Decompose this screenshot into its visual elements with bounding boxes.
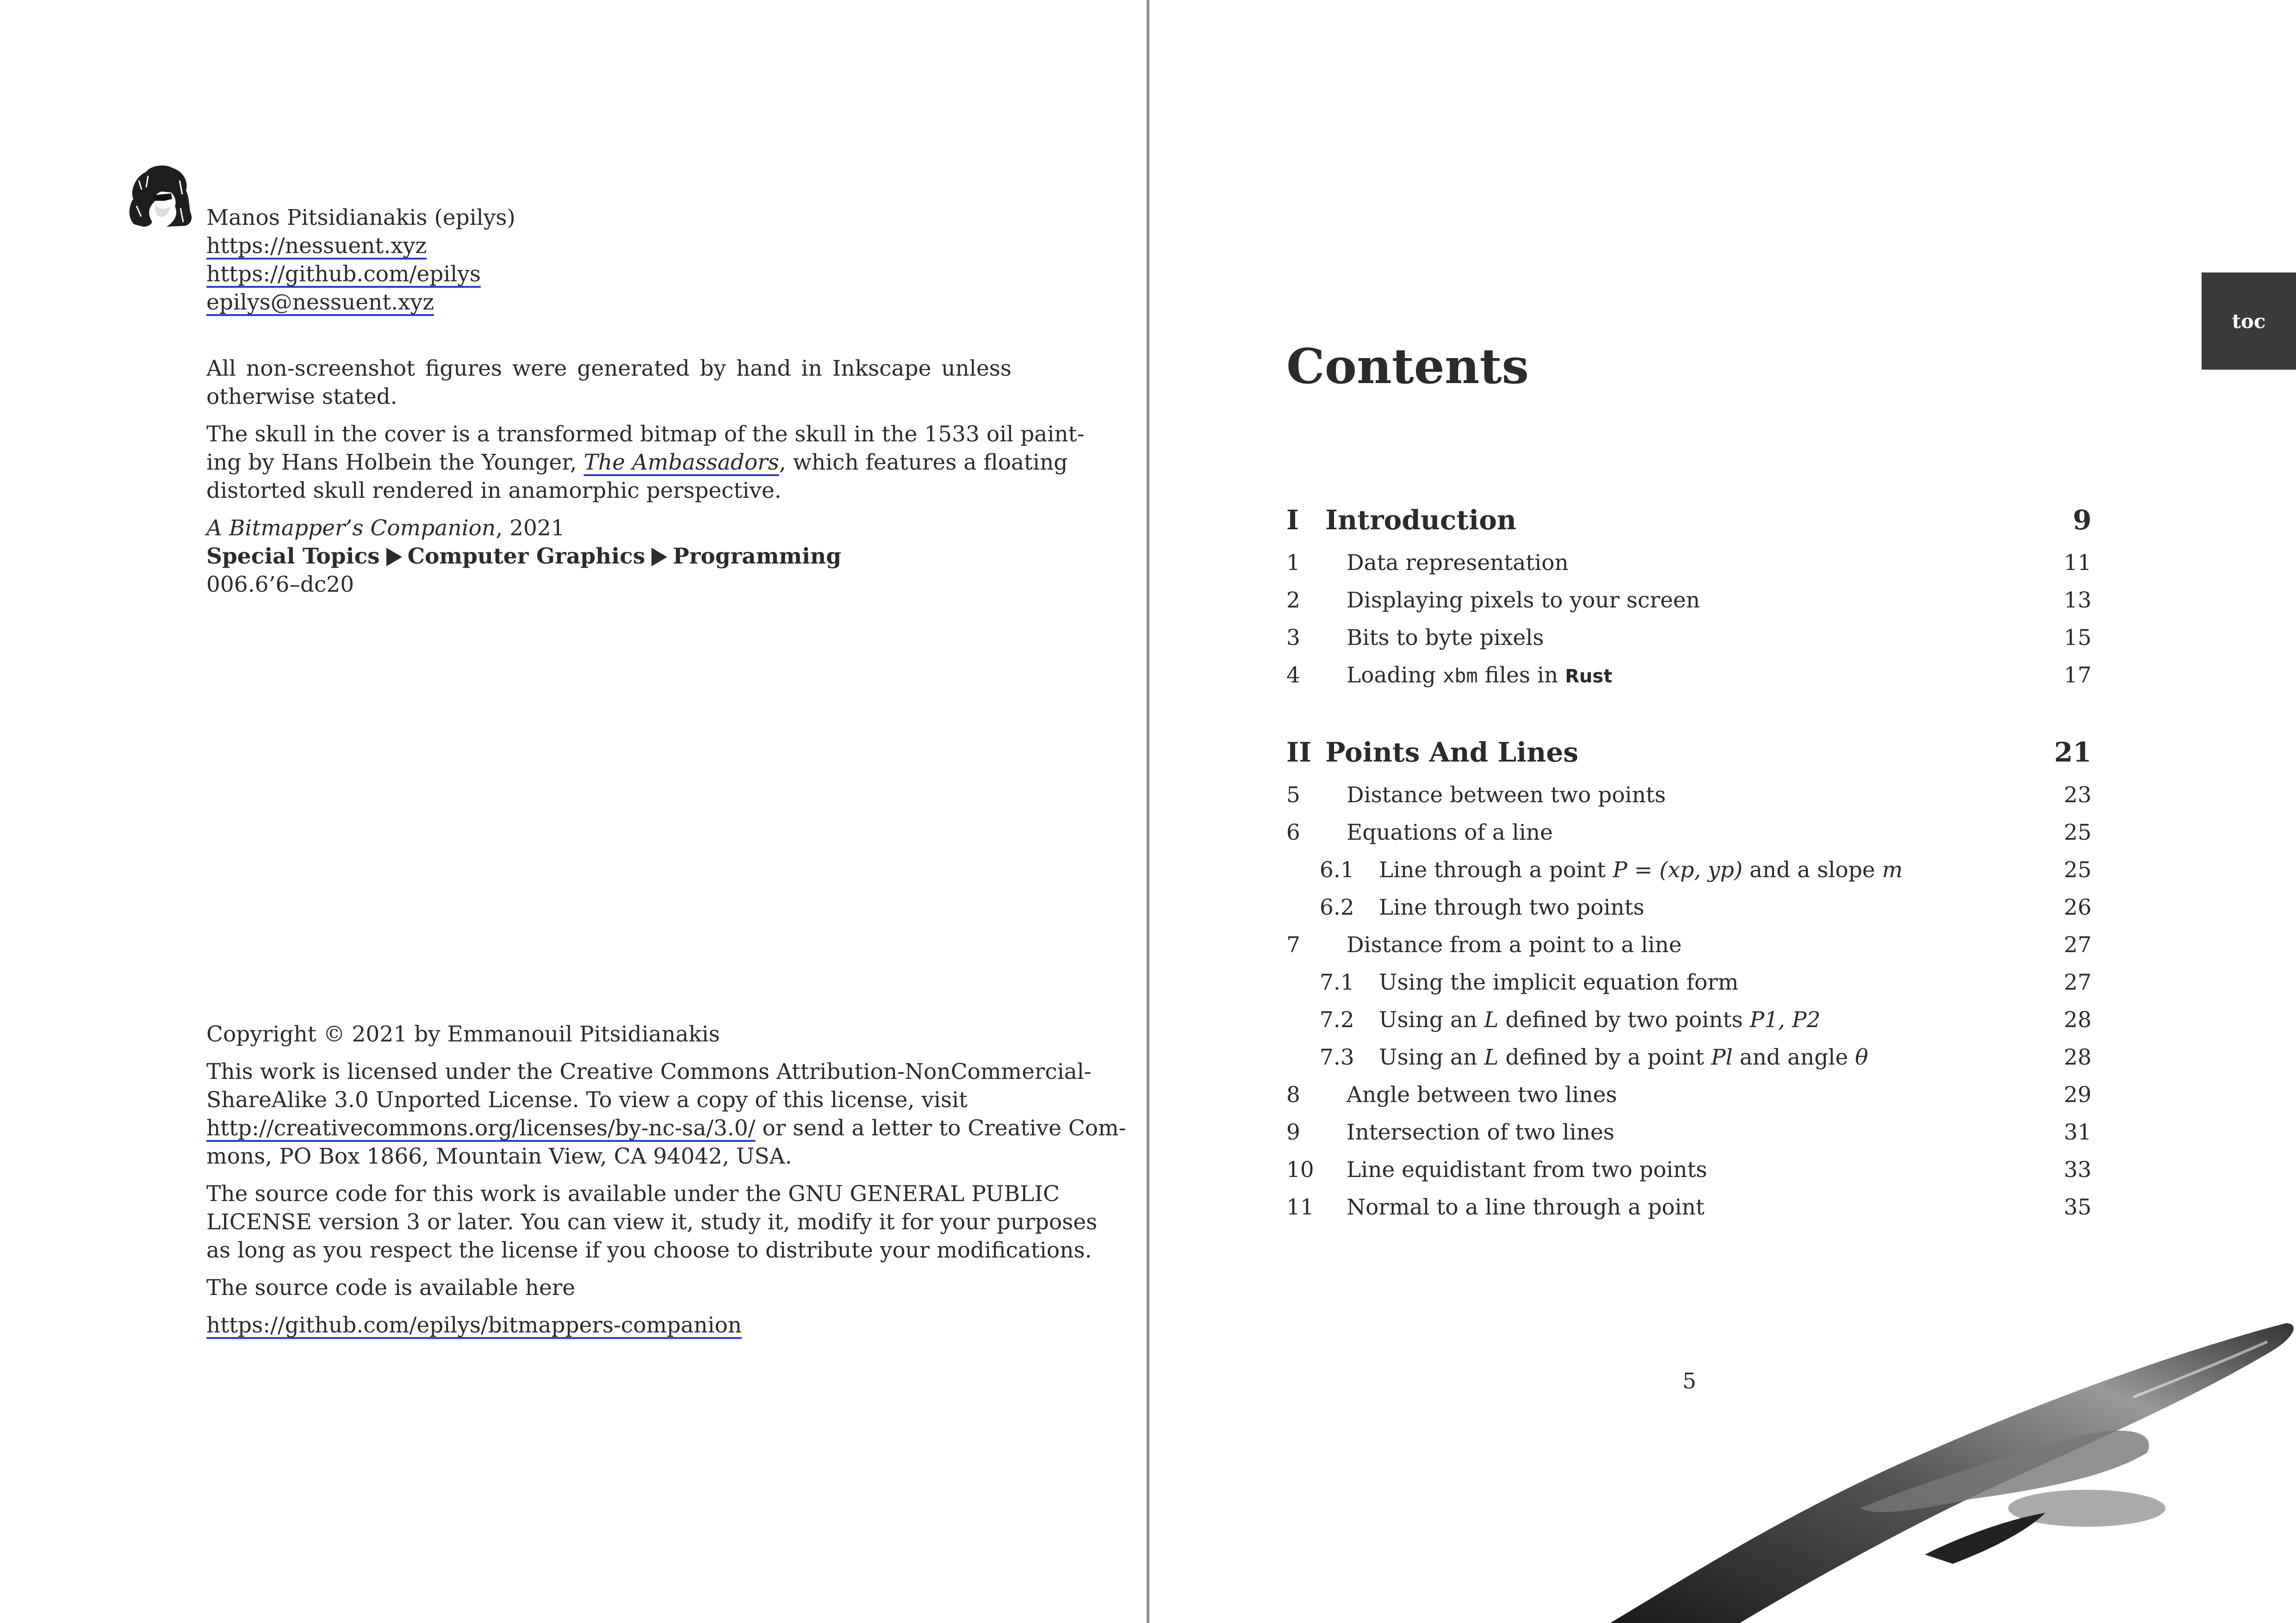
copyright-block [206, 1020, 1126, 1349]
author-portrait-icon [125, 162, 194, 228]
toc-subentry[interactable]: 6.2 Line through two points 26 [1320, 895, 2091, 920]
page-spine [1147, 0, 1149, 1623]
toc-entry[interactable]: 5 Distance between two points 23 [1286, 782, 2091, 808]
email-link[interactable]: epilys@nessuent.xyz [206, 290, 434, 315]
source-code-link[interactable]: https://github.com/epilys/bitmappers-companion [206, 1313, 742, 1338]
toc-part[interactable]: II Points And Lines 21 [1286, 737, 2091, 768]
license-text: This work is licensed under the Creative Commons Attribution-NonCommercial- ShareAlike 3.0 Unported License. To view a copy of this license, visit http://creativecommons.org/licenses/by-nc-sa/3.0/ or send a letter to Creative Com- mons, PO Box 1866, Mountain View, CA 94042, USA. [206, 1059, 1126, 1169]
subject-path: Special Topics Computer Graphics Programming [206, 544, 842, 569]
toc-entry[interactable]: 9 Intersection of two lines 31 [1286, 1120, 2091, 1145]
triangle-right-icon [652, 548, 667, 566]
book-info: A Bitmapper’s Companion, 2021 Special Topics Computer Graphics Programming 006.6’6–dc20 [206, 514, 1011, 599]
author-block [206, 204, 1039, 316]
source-available: The source code is available here [206, 1275, 576, 1301]
toc-entry[interactable]: 6 Equations of a line 25 [1286, 820, 2091, 845]
toc-subentry[interactable]: 7.1 Using the implicit equation form 27 [1320, 970, 2091, 995]
page-number: 5 [1682, 1369, 1696, 1394]
notes-block [206, 354, 1085, 599]
toc-subentry[interactable]: 7.2 Using an L defined by two points P1, P2 28 [1320, 1007, 2091, 1033]
copyright-line: Copyright © 2021 by Emmanouil Pitsidianakis [206, 1022, 720, 1047]
toc-entry[interactable]: 3 Bits to byte pixels 15 [1286, 625, 2091, 650]
toc-part[interactable]: I Introduction 9 [1286, 504, 2091, 536]
license-link[interactable]: http://creativecommons.org/licenses/by-nc-sa/3.0/ [206, 1115, 756, 1141]
book-title: A Bitmapper’s Companion [206, 515, 496, 541]
toc-entry[interactable]: 7 Distance from a point to a line 27 [1286, 932, 2091, 958]
website-link[interactable]: https://nessuent.xyz [206, 233, 427, 259]
toc-entry[interactable]: 11 Normal to a line through a point 35 [1286, 1195, 2091, 1220]
triangle-right-icon [386, 548, 402, 566]
figures-note: All non-screenshot figures were generated by hand in Inkscape unless otherwise stated. [206, 356, 1011, 409]
toc-subentry[interactable]: 7.3 Using an L defined by a point Pl and angle θ 28 [1320, 1045, 2091, 1070]
cover-note: The skull in the cover is a transformed bitmap of the skull in the 1533 oil paint- ing by Hans Holbein the Younger, The Ambassadors, which features a floating distorted skull rendered in anamorphic perspective. [206, 421, 1085, 503]
toc-entry[interactable]: 10 Line equidistant from two points 33 [1286, 1157, 2091, 1183]
table-of-contents [1286, 504, 2091, 1226]
source-license-text: The source code for this work is available under the GNU GENERAL PUBLIC LICENSE version 3 or later. You can view it, study it, modify it for your purposes as long as you respect the license if you choose to distribute your modifications. [206, 1181, 1098, 1263]
toc-entry[interactable]: 4 Loading xbm files in Rust 17 [1286, 663, 2091, 688]
ambassadors-link[interactable]: The Ambassadors [583, 450, 779, 475]
anamorphic-skull-illustration [1601, 1314, 2296, 1623]
toc-subentry[interactable]: 6.1 Line through a point P = (xp, yp) and a slope m 25 [1320, 857, 2091, 883]
toc-tab[interactable]: toc [2202, 273, 2296, 370]
toc-entry[interactable]: 8 Angle between two lines 29 [1286, 1082, 2091, 1108]
author-name: Manos Pitsidianakis (epilys) [206, 205, 515, 230]
page-title: Contents [1286, 338, 1529, 395]
classification: 006.6’6–dc20 [206, 572, 354, 597]
toc-entry[interactable]: 1 Data representation 11 [1286, 550, 2091, 576]
github-link[interactable]: https://github.com/epilys [206, 261, 481, 287]
toc-entry[interactable]: 2 Displaying pixels to your screen 13 [1286, 588, 2091, 613]
